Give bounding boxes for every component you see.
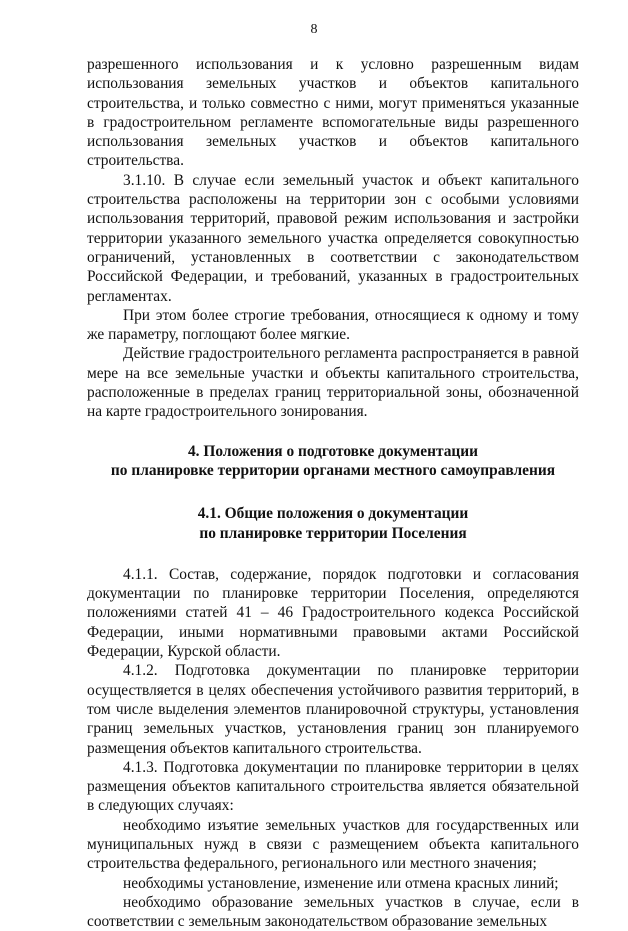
section-heading-line-1: 4. Положения о подготовке документации	[187, 442, 479, 460]
paragraph: Действие градостроительного регламента распространяется в равной мере на все земельные участки и объекты капитального строительства, расположенные в пределах границ территориальной зоны, обозначенной на карте градостроительного зонирования.	[87, 345, 579, 421]
list-item: необходимы установление, изменение или отмена красных линий;	[123, 874, 559, 892]
subsection-heading-line-1: 4.1. Общие положения о документации	[197, 505, 469, 523]
paragraph: При этом более строгие требования, относящиеся к одному и тому же параметру, поглощают более мягкие.	[87, 306, 579, 344]
paragraph: 3.1.10. В случае если земельный участок и объект капитального строительства расположены на территории зон с особыми условиями использования территорий, правовой режим использования и застройки территории указанного земельного участка определяется совокупностью ограничений, установленных в соответствии с законодательством Российской Федерации, и требований, указанных в градостроительных регламентах.	[87, 171, 579, 305]
page-number: 8	[310, 22, 318, 37]
paragraph: 4.1.2. Подготовка документации по планировке территории осуществляется в целях обеспечения устойчивого развития территорий, в том числе выделения элементов планировочной структуры, установления границ земельных участков, установления границ зон планируемого размещения объектов капитального строительства.	[87, 662, 579, 757]
subsection-heading-line-2: по планировке территории Поселения	[199, 524, 467, 542]
list-item: необходимо изъятие земельных участков для государственных или муниципальных нужд в связи с размещением объекта капитального строительства федерального, регионального или местного значения;	[87, 816, 579, 873]
document-body	[87, 55, 579, 931]
section-heading-line-2: по планировке территории органами местного самоуправления	[110, 461, 556, 479]
paragraph: 4.1.1. Состав, содержание, порядок подготовки и согласования документации по планировке территории Поселения, определяются положениями статей 41 – 46 Градостроительного кодекса Российской Федерации, иными нормативными правовыми актами Российской Федерации, Курской области.	[87, 565, 579, 661]
paragraph: разрешенного использования и к условно разрешенным видам использования земельных участков и объектов капитального строительства, и только совместно с ними, могут применяться указанные в градостроительном регламенте вспомогательные виды разрешенного использования земельных участков и объектов капитального строительства.	[87, 56, 579, 170]
list-item: необходимо образование земельных участков в случае, если в соответствии с земельным законодательством образование земельных	[87, 893, 579, 931]
paragraph: 4.1.3. Подготовка документации по планировке территории в целях размещения объектов капитального строительства является обязательной в следующих случаях:	[87, 758, 579, 815]
